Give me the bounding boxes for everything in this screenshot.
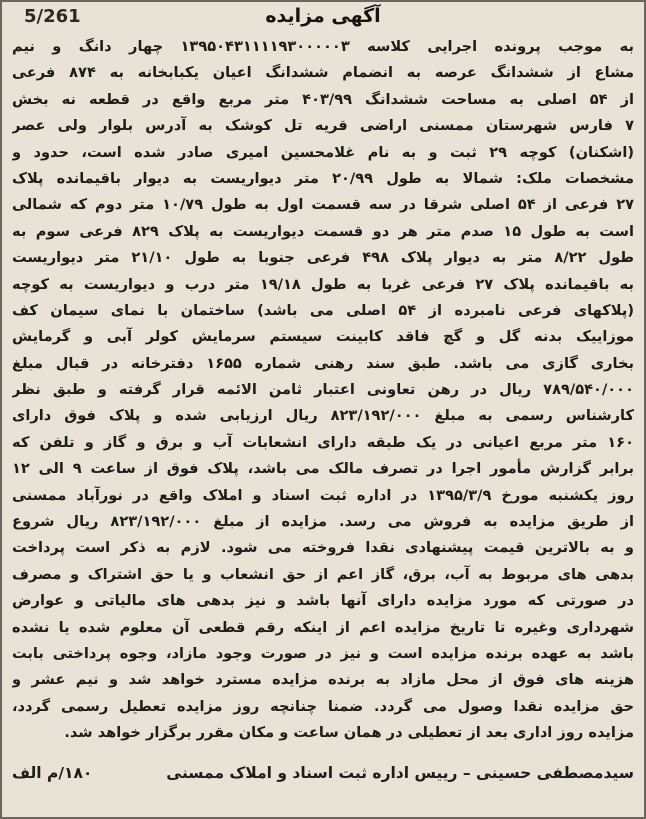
notice-line: برابر گزارش مأمور اجرا در تصرف مالک می باشد، پلاک فوق از ساعت ۹ الی ۱۲ (12, 460, 634, 478)
notice-line: به باقیمانده پلاک ۲۷ فرعی غربا به طول ۱۹/۱۸ متر درب و دیواریست به کوچه (12, 275, 634, 293)
notice-line: شهرداری وغیره تا تاریخ مزایده اعم از اینکه رقم قطعی آن معلوم شده یا نشده (12, 618, 634, 636)
notice-line: ۲۷ فرعی از ۵۴ اصلی شرقا در سه قسمت اول به طول ۱۰/۷۹ متر دوم که شمالی (12, 196, 634, 214)
notice-footer (12, 764, 634, 790)
notice-line: به موجب پرونده اجرایی کلاسه ۱۳۹۵۰۴۳۱۱۱۱۹۳۰۰۰۰۰۳ چهار دانگ و نیم (12, 38, 634, 55)
notice-line: ۷۸۹/۵۴۰/۰۰۰ ریال در رهن تعاونی اعتبار ثامن الائمه قرار گرفته و طبق نظر (12, 381, 634, 399)
signature-text: سیدمصطفی حسینی – رییس اداره ثبت اسناد و املاک ممسنی (166, 764, 634, 782)
notice-line: موزاییک بدنه گل و گچ فاقد کابینت سیستم سرمایش کولر آبی و گرمایش (12, 328, 634, 346)
notice-line: و به بالاترین قیمت پیشنهادی نقدا فروخته می شود. لازم به ذکر است پرداخت (12, 539, 634, 557)
reference-number: ۱۸۰/م الف (12, 764, 93, 782)
notice-line: بخاری گازی می باشد. طبق سند رهنی شماره ۱۶۵۵ دفترخانه در قبال مبلغ (12, 354, 634, 372)
notice-line: باشد به عهده برنده مزایده است و نیز در صورت وجود مازاد، وجوه پرداختی بابت (12, 644, 634, 662)
notice-line: کارشناس رسمی به مبلغ ۸۲۳/۱۹۲/۰۰۰ ریال ارزیابی شده و پلاک فوق دارای (12, 407, 634, 425)
notice-line: از طریق مزایده به فروش می رسد. مزایده از مبلغ ۸۲۳/۱۹۲/۰۰۰ ریال شروع (12, 513, 634, 531)
notice-line: است به طول ۱۵ صدم متر هر دو قسمت دیواریست به پلاک ۸۲۹ فرعی سوم به (12, 222, 634, 240)
notice-line: حق مزایده نقدا وصول می گردد. ضمنا چنانچه روز مزایده تعطیل رسمی گردد، (12, 697, 634, 715)
notice-line: بدهی های مربوط به آب، برق، گاز اعم از حق انشعاب و یا حق اشتراک و مصرف (12, 565, 634, 583)
notice-line: طول ۸/۲۲ متر به دیوار پلاک ۴۹۸ فرعی جنوبا به طول ۲۱/۱۰ متر دیواریست (12, 249, 634, 267)
notice-title: آگهی مزایده (265, 5, 381, 27)
notice-line: ۷ فارس شهرستان ممسنی اراضی قریه تل کوشک به آدرس بلوار ولی عصر (12, 117, 634, 135)
notice-line: در صورتی که مورد مزایده دارای آنها باشد و نیز بدهی های مالیاتی و عوارض (12, 592, 634, 610)
notice-line: از ۵۴ اصلی به مساحت ششدانگ ۴۰۳/۹۹ متر مربع واقع در قطعه نه بخش (12, 90, 634, 108)
notice-line: مشخصات ملک: شمالا به طول ۲۰/۹۹ متر دیواریست به دیوار باقیمانده پلاک (12, 169, 634, 187)
notice-code: 5/261 (24, 6, 81, 27)
notice-line: ۱۶۰ متر مربع اعیانی در یک طبقه دارای انشعابات آب و برق و گاز و تلفن که (12, 433, 634, 451)
notice-body (12, 34, 634, 747)
notice-line: مزایده روز اداری بعد از تعطیلی در همان ساعت و مکان مقرر برگزار خواهد شد. (64, 724, 634, 742)
notice-line: روز یکشنبه مورخ ۱۳۹۵/۳/۹ در اداره ثبت اسناد و املاک واقع در نورآباد ممسنی (12, 486, 634, 504)
notice-line: (اشکنان) کوچه ۲۹ ثبت و به نام غلامحسین امیری صادر شده است، حدود و (12, 143, 634, 161)
notice-line: هزینه های فوق از محل مازاد به برنده مزایده مسترد خواهد شد و نیم عشر و (12, 671, 634, 689)
notice-line: (پلاکهای فرعی نامبرده از ۵۴ اصلی می باشد) ساختمان با نمای سیمان کف (12, 301, 634, 319)
notice-line: مشاع از ششدانگ عرصه به انضمام ششدانگ اعیان یکبابخانه به ۸۷۴ فرعی (12, 64, 634, 82)
